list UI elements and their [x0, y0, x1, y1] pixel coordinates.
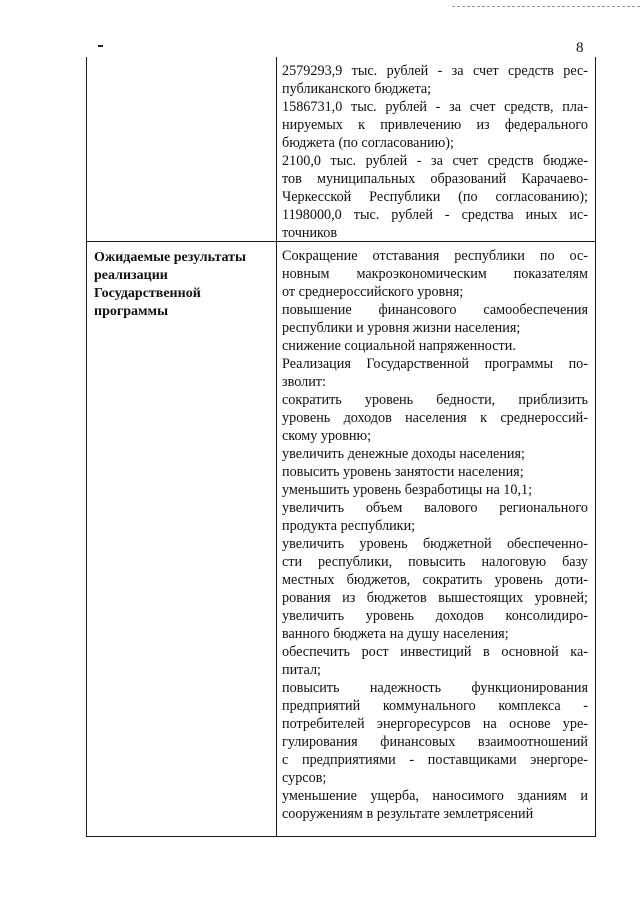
result-line: местных бюджетов, сократить уровень дoти-	[282, 572, 588, 588]
funding-sources-cell	[282, 62, 588, 242]
funding-line: нируемых к привлечению из федерального	[282, 117, 588, 133]
result-line: Сокращение отставания республики по ос-	[282, 248, 588, 264]
funding-line: бюджета (по согласованию);	[282, 135, 454, 151]
expected-results-heading	[94, 249, 274, 321]
result-line: рования из бюджетов вышестоящих уровней;	[282, 590, 588, 606]
table-left-border	[86, 57, 87, 837]
result-line: увеличить денежные доходы населения;	[282, 446, 525, 462]
table-right-border	[595, 57, 596, 837]
heading-line: Ожидаемые результаты	[94, 250, 246, 265]
result-line: обеспечить рост инвестиций в основной ка-	[282, 644, 588, 660]
result-line: увеличить объем валового регионального	[282, 500, 588, 516]
page-number: 8	[576, 40, 584, 56]
result-line: скому уровню;	[282, 428, 372, 444]
result-line: снижение социальной напряженности.	[282, 338, 516, 354]
scan-mark	[98, 45, 103, 47]
result-line: увеличить уровень доходов консолидиро-	[282, 608, 588, 624]
result-line: питал;	[282, 662, 322, 678]
table-middle-border	[276, 57, 277, 837]
result-line: сооружениям в результате землетрясений	[282, 806, 534, 822]
program-passport-table	[86, 57, 596, 837]
funding-line: 2579293,9 тыс. рублей - за счет средств рес-	[282, 63, 588, 79]
funding-line: 2100,0 тыс. рублей - за счет средств бюдже-	[282, 153, 588, 169]
result-line: Реализация Государственной программы по-	[282, 356, 588, 372]
heading-line: Государственной	[94, 286, 201, 301]
result-line: предприятий коммунального комплекса -	[282, 698, 588, 714]
result-line: гулирования финансовых взаимоотношений	[282, 734, 588, 750]
heading-line: реализации	[94, 268, 168, 283]
table-bottom-border	[86, 836, 596, 837]
result-line: ванного бюджета на душу населения;	[282, 626, 509, 642]
funding-line: 1586731,0 тыс. рублей - за счет средств, пла-	[282, 99, 588, 115]
result-line: сти республики, повысить налоговую базу	[282, 554, 588, 570]
result-line: сурсов;	[282, 770, 327, 786]
funding-line: тов муниципальных образований Карачаево-	[282, 171, 588, 187]
result-line: продукта республики;	[282, 518, 416, 534]
result-line: уровень доходов населения к среднероссий-	[282, 410, 588, 426]
heading-line: программы	[94, 304, 168, 319]
result-line: зволит:	[282, 374, 326, 390]
result-line: республики и уровня жизни населения;	[282, 320, 521, 336]
result-line: повысить надежность функционирования	[282, 680, 588, 696]
result-line: повышение финансового самообеспечения	[282, 302, 588, 318]
top-dashed-rule	[452, 6, 640, 7]
funding-line: Черкесской Республики (по согласованию);	[282, 189, 588, 205]
funding-line: публиканского бюджета;	[282, 81, 432, 97]
expected-results-cell	[282, 247, 588, 823]
result-line: уменьшение ущерба, наносимого зданиям и	[282, 788, 588, 804]
funding-line: 1198000,0 тыс. рублей - средства иных ис-	[282, 207, 588, 223]
result-line: уменьшить уровень безработицы на 10,1;	[282, 482, 533, 498]
result-line: сократить уровень бедности, приблизить	[282, 392, 588, 408]
result-line: повысить уровень занятости населения;	[282, 464, 524, 480]
result-line: потребителей энергоресурсов на основе уре-	[282, 716, 588, 732]
result-line: с предприятиями - поставщиками энергоре-	[282, 752, 588, 768]
result-line: новным макроэкономическим показателям	[282, 266, 588, 282]
funding-line: точников	[282, 225, 338, 241]
result-line: от среднероссийского уровня;	[282, 284, 464, 300]
result-line: увеличить уровень бюджетной обеспеченно-	[282, 536, 588, 552]
